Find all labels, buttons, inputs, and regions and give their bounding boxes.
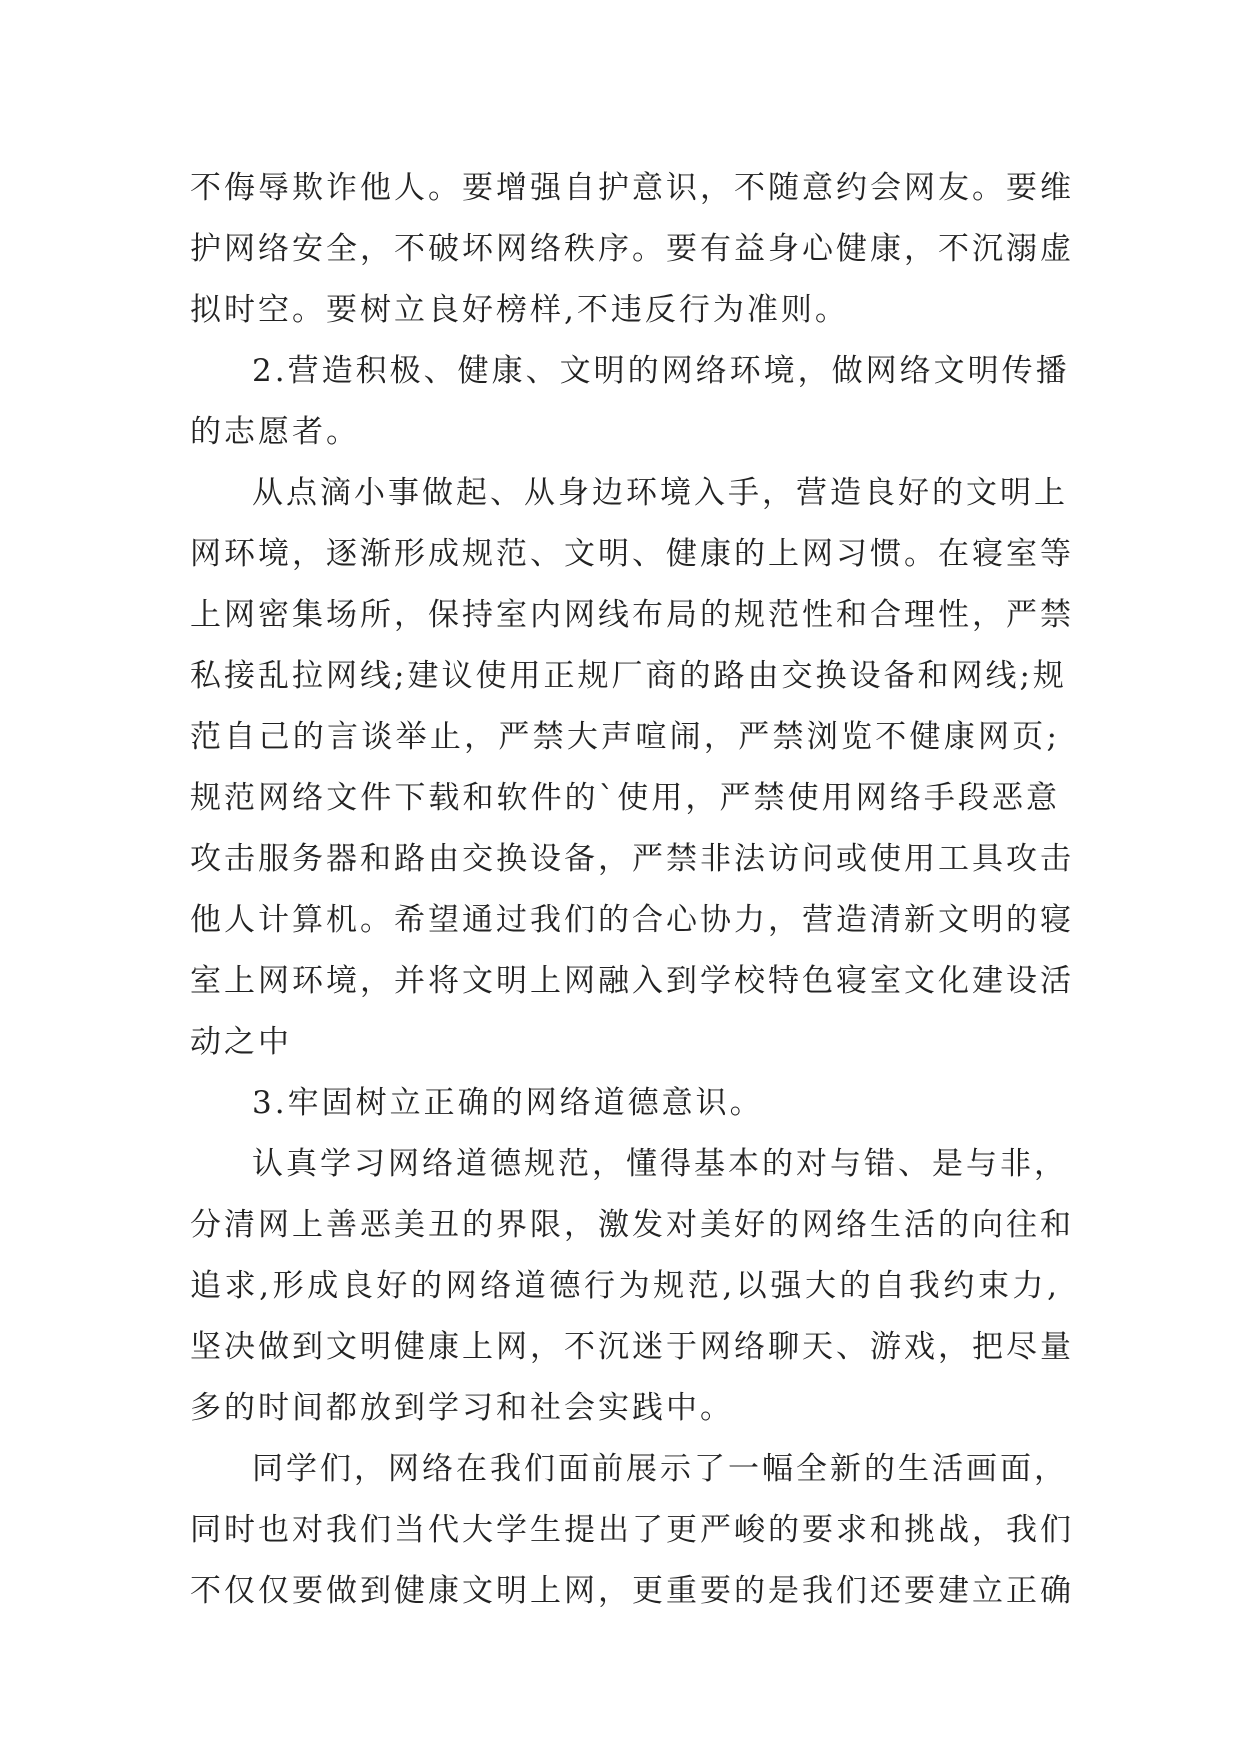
text-line: 规范网络文件下载和软件的`使用，严禁使用网络手段恶意 xyxy=(190,780,1060,816)
text-line: 同学们，网络在我们面前展示了一幅全新的生活画面， xyxy=(252,1451,1068,1487)
text-line: 追求,形成良好的网络道德行为规范,以强大的自我约束力, xyxy=(190,1268,1060,1304)
text-line: 从点滴小事做起、从身边环境入手，营造良好的文明上 xyxy=(252,475,1068,511)
text-line: 同时也对我们当代大学生提出了更严峻的要求和挑战，我们 xyxy=(190,1512,1074,1548)
text-line: 的志愿者。 xyxy=(190,414,360,450)
text-line: 不仅仅要做到健康文明上网，更重要的是我们还要建立正确 xyxy=(190,1573,1074,1609)
text-line: 室上网环境，并将文明上网融入到学校特色寝室文化建设活 xyxy=(190,963,1074,999)
text-line: 攻击服务器和路由交换设备，严禁非法访问或使用工具攻击 xyxy=(190,841,1074,877)
text-line: 拟时空。要树立良好榜样,不违反行为准则。 xyxy=(190,292,849,328)
document-body xyxy=(190,158,1074,1622)
text-line: 私接乱拉网线;建议使用正规厂商的路由交换设备和网线;规 xyxy=(190,658,1067,694)
text-line: 他人计算机。希望通过我们的合心协力，营造清新文明的寝 xyxy=(190,902,1074,938)
text-line: 网环境，逐渐形成规范、文明、健康的上网习惯。在寝室等 xyxy=(190,536,1074,572)
text-line: 坚决做到文明健康上网，不沉迷于网络聊天、游戏，把尽量 xyxy=(190,1329,1074,1365)
text-line: 上网密集场所，保持室内网线布局的规范性和合理性，严禁 xyxy=(190,597,1074,633)
text-line: 动之中 xyxy=(190,1024,292,1060)
text-line: 3.牢固树立正确的网络道德意识。 xyxy=(252,1085,764,1121)
text-line: 分清网上善恶美丑的界限，激发对美好的网络生活的向往和 xyxy=(190,1207,1074,1243)
text-line: 认真学习网络道德规范，懂得基本的对与错、是与非， xyxy=(252,1146,1068,1182)
text-line: 范自己的言谈举止，严禁大声喧闹，严禁浏览不健康网页; xyxy=(190,719,1060,755)
text-line: 不侮辱欺诈他人。要增强自护意识，不随意约会网友。要维 xyxy=(190,170,1074,206)
text-line: 护网络安全，不破坏网络秩序。要有益身心健康，不沉溺虚 xyxy=(190,231,1074,267)
text-line: 多的时间都放到学习和社会实践中。 xyxy=(190,1390,734,1426)
text-line: 2.营造积极、健康、文明的网络环境，做网络文明传播 xyxy=(252,353,1070,389)
